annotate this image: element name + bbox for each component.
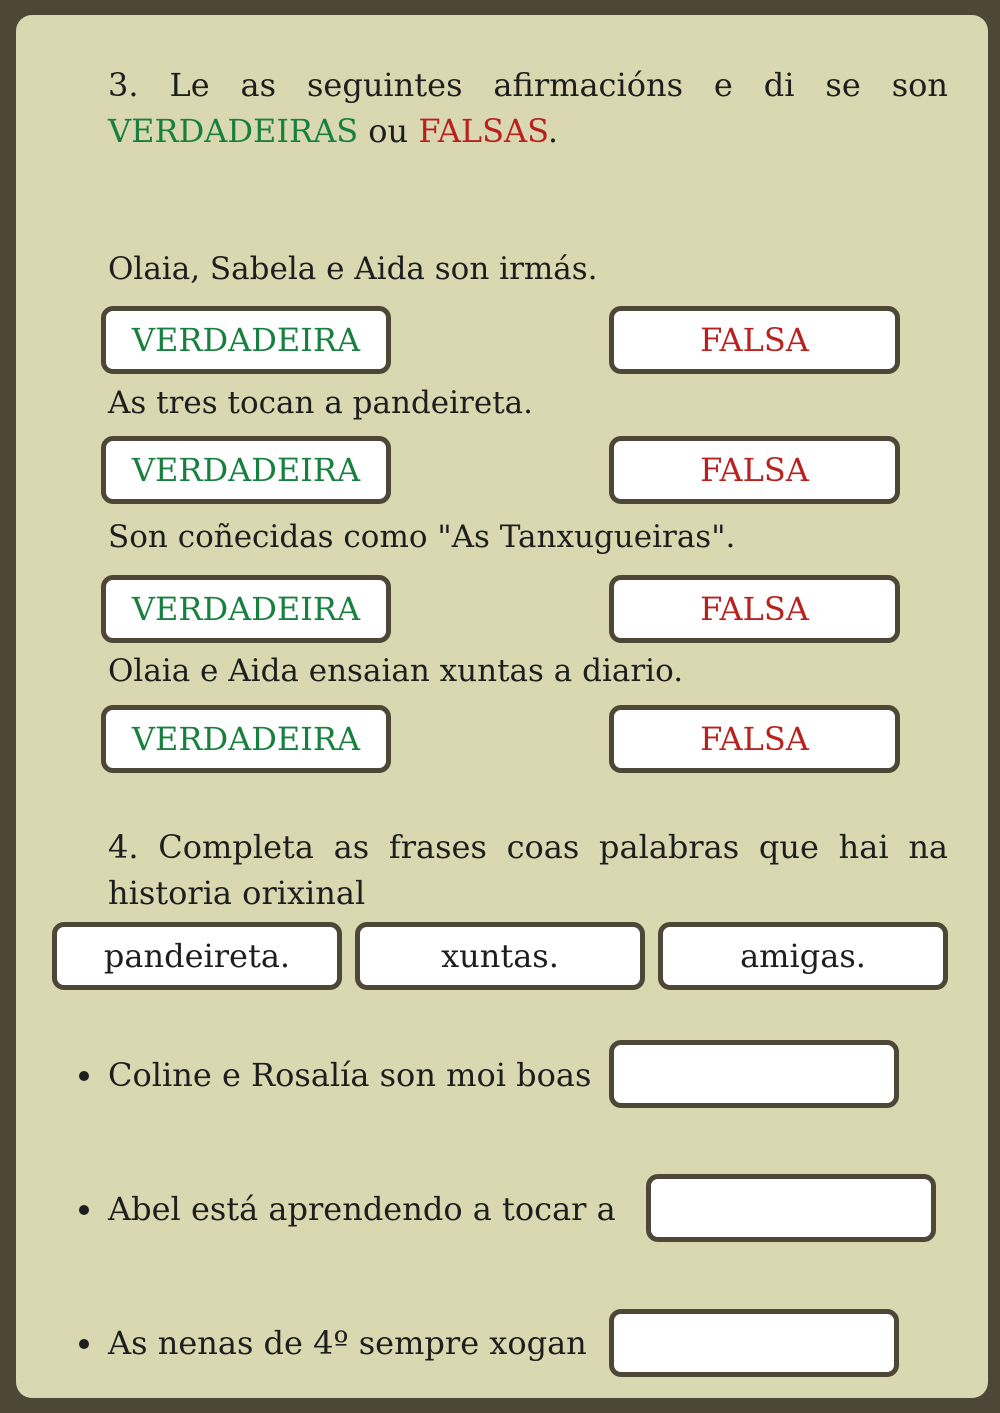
sentence-2: Abel está aprendendo a tocar a	[108, 1190, 616, 1228]
sentence-1-answer-slot[interactable]	[609, 1040, 899, 1108]
sentence-1: Coline e Rosalía son moi boas	[108, 1056, 592, 1094]
bullet-icon	[79, 1205, 89, 1215]
sentence-2-answer-slot[interactable]	[646, 1174, 936, 1242]
statement-1: Olaia, Sabela e Aida son irmás.	[108, 251, 598, 287]
statement-1-false-button[interactable]: FALSA	[609, 306, 900, 374]
word-bank-amigas[interactable]: amigas.	[658, 922, 948, 990]
true-keyword: VERDADEIRAS	[108, 112, 359, 150]
sentence-3-answer-slot[interactable]	[609, 1309, 899, 1377]
sentence-3: As nenas de 4º sempre xogan	[108, 1324, 587, 1362]
statement-2: As tres tocan a pandeireta.	[108, 385, 534, 421]
section-3-number: 3.	[108, 66, 139, 104]
statement-3-false-button[interactable]: FALSA	[609, 575, 900, 643]
statement-2-false-button[interactable]: FALSA	[609, 436, 900, 504]
statement-1-true-button[interactable]: VERDADEIRA	[101, 306, 391, 374]
statement-2-true-button[interactable]: VERDADEIRA	[101, 436, 391, 504]
statement-3: Son coñecidas como "As Tanxugueiras".	[108, 519, 736, 555]
word-bank-pandeireta[interactable]: pandeireta.	[52, 922, 342, 990]
false-keyword: FALSAS	[418, 112, 548, 150]
statement-4: Olaia e Aida ensaian xuntas a diario.	[108, 653, 684, 689]
statement-4-false-button[interactable]: FALSA	[609, 705, 900, 773]
heading-period: .	[547, 112, 559, 150]
section-3-intro: Le as seguintes afirmacións e di se son	[169, 66, 949, 104]
or-connector: ou	[368, 112, 409, 150]
bullet-icon	[79, 1339, 89, 1349]
statement-4-true-button[interactable]: VERDADEIRA	[101, 705, 391, 773]
word-bank-xuntas[interactable]: xuntas.	[355, 922, 645, 990]
section-3-heading	[108, 62, 948, 154]
statement-3-true-button[interactable]: VERDADEIRA	[101, 575, 391, 643]
section-4-heading: 4. Completa as frases coas palabras que hai na historia orixinal	[108, 828, 948, 912]
bullet-icon	[79, 1071, 89, 1081]
